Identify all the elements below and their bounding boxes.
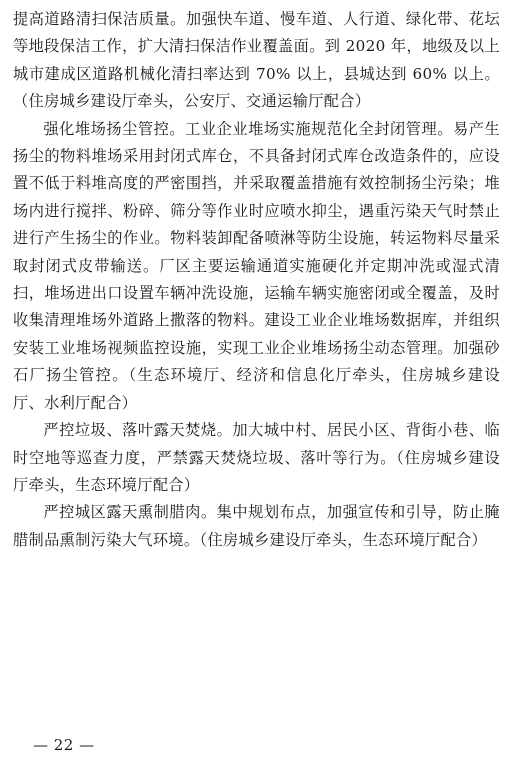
paragraph-road-cleaning: 提高道路清扫保洁质量。加强快车道、慢车道、人行道、绿化带、花坛等地段保洁工作，扩大清扫保洁作业覆盖面。到 2020 年，地级及以上城市建成区道路机械化清扫率达到 70% 以上，县城达到 60% 以上。（住房城乡建设厅牵头，公安厅、交通运输厅配合） [13,10,500,111]
paragraph-open-burning-control: 严控垃圾、落叶露天焚烧。加大城中村、居民小区、背街小巷、临时空地等巡查力度，严禁露天焚烧垃圾、落叶等行为。（住房城乡建设厅牵头，生态环境厅配合） [13,421,500,494]
paragraph-yard-dust-control: 强化堆场扬尘管控。工业企业堆场实施规范化全封闭管理。易产生扬尘的物料堆场采用封闭式库仓，不具备封闭式库仓改造条件的，应设置不低于料堆高度的严密围挡，并采取覆盖措施有效控制扬尘污染；堆场内进行搅拌、粉碎、筛分等作业时应喷水抑尘，遇重污染天气时禁止进行产生扬尘的作业。物料装卸配备喷淋等防尘设施，转运物料尽量采取封闭式皮带输送。厂区主要运输通道实施硬化并定期冲洗或湿式清扫，堆场进出口设置车辆冲洗设施，运输车辆实施密闭或全覆盖，及时收集清理堆场外道路上撒落的物料。建设工业企业堆场数据库，并组织安装工业堆场视频监控设施，实现工业企业堆场扬尘动态管理。加强砂石厂扬尘管控。（生态环境厅、经济和信息化厅牵头，住房城乡建设厅、水利厅配合） [13,119,500,412]
page-number: — 22 — [33,736,95,754]
paragraph-smoked-meat-control: 严控城区露天熏制腊肉。集中规划布点，加强宣传和引导，防止腌腊制品熏制污染大气环境。（住房城乡建设厅牵头，生态环境厅配合） [13,503,500,549]
document-body [13,6,500,554]
